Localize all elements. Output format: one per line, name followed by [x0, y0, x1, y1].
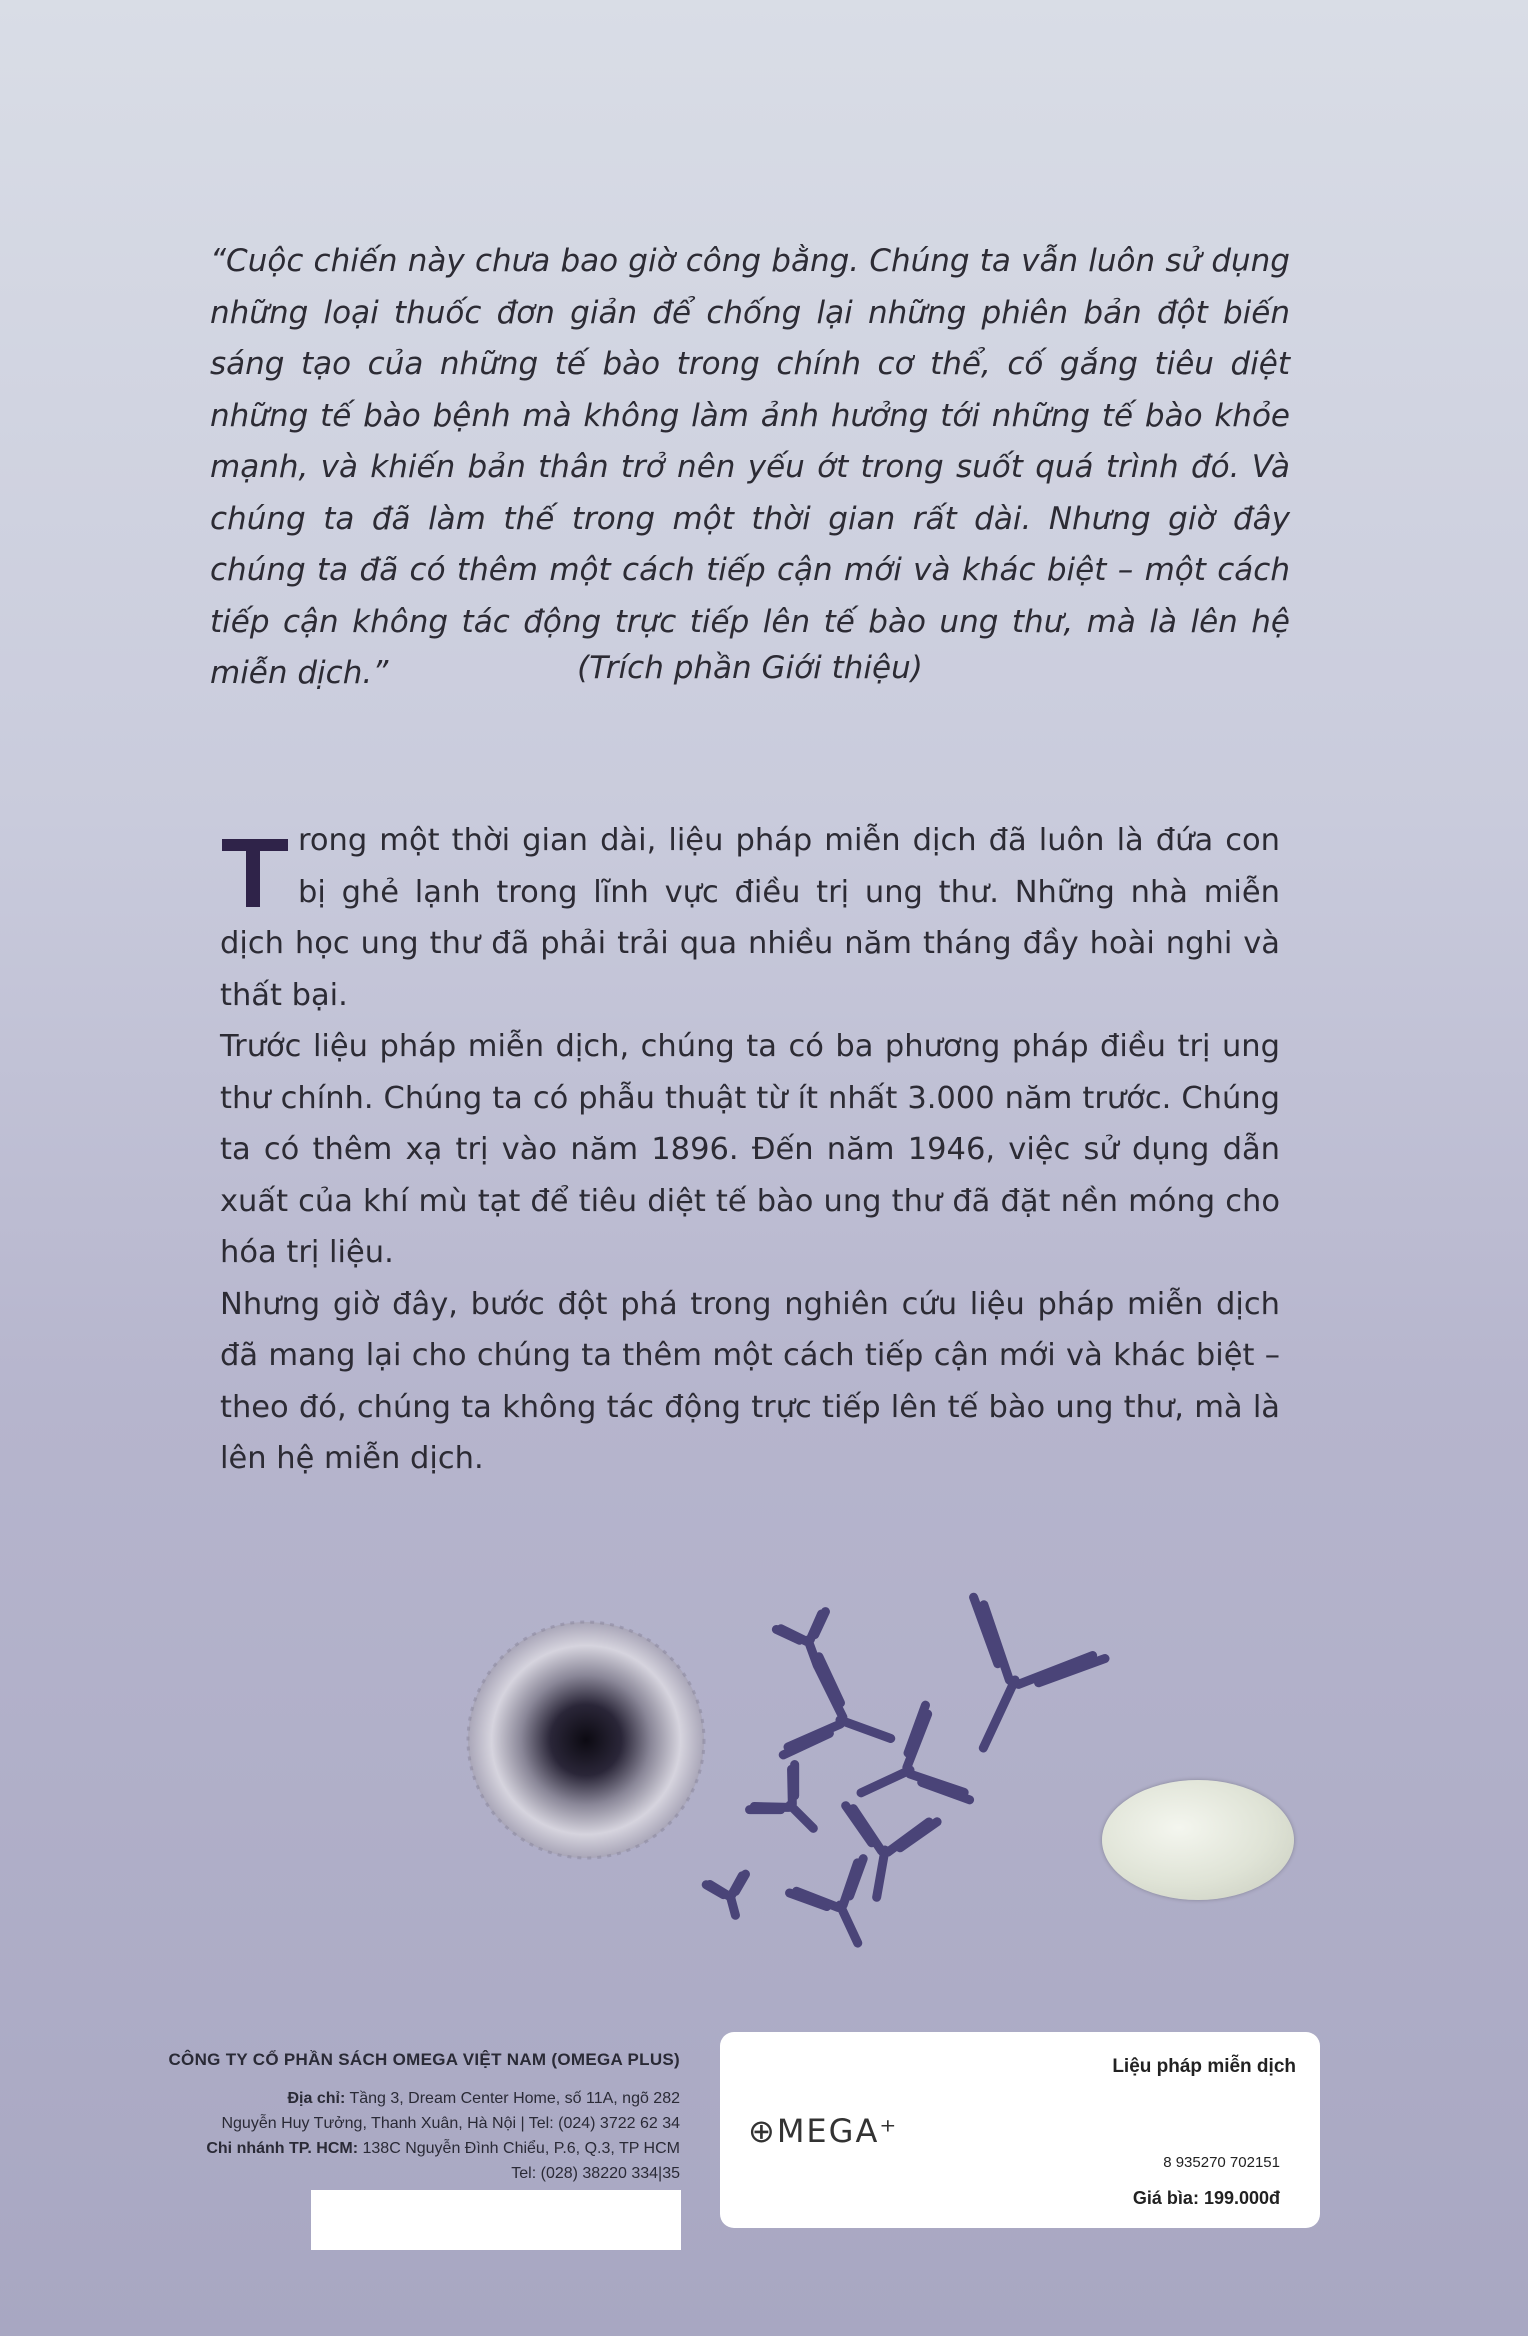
blurb-paragraph-3: Nhưng giờ đây, bước đột phá trong nghiên cứu liệu pháp miễn dịch đã mang lại cho chúng ta thêm một cách tiếp cận mới và khác biệt – theo đó, chúng ta không tác động trực tiếp lên tế bào ung thư, mà là lên hệ miễn dịch. [220, 1286, 1280, 1476]
immune-cell-illustration [450, 1570, 1130, 1980]
blurb [220, 815, 1280, 1485]
blurb-paragraph-2: Trước liệu pháp miễn dịch, chúng ta có ba phương pháp điều trị ung thư chính. Chúng ta có phẫu thuật từ ít nhất 3.000 năm trước. Chúng ta có thêm xạ trị vào năm 1896. Đến năm 1946, việc sử dụng dẫn xuất của khí mù tạt để tiêu diệt tế bào ung thư đã đặt nền móng cho hóa trị liệu. [220, 1029, 1280, 1270]
cancer-cell [468, 1622, 704, 1858]
omega-logo: ⊕MEGA⁺ [748, 2112, 899, 2150]
publisher-branch-tel: Tel: (028) 38220 334|35 [511, 2165, 680, 2182]
publisher-name: CÔNG TY CỔ PHẦN SÁCH OMEGA VIỆT NAM (OMEGA PLUS) [168, 2050, 680, 2069]
blank-label-area [311, 2190, 681, 2250]
publisher-address: Địa chỉ: Tầng 3, Dream Center Home, số 11A, ngõ 282 [287, 2090, 680, 2107]
antibody-icon [706, 1874, 755, 1920]
antibody-icon [750, 1765, 836, 1851]
quote-source: (Trích phần Giới thiệu) [577, 650, 923, 686]
cover-price: Giá bìa: 199.000đ [1132, 2188, 1280, 2208]
blurb-paragraph-1: rong một thời gian dài, liệu pháp miễn dịch đã luôn là đứa con bị ghẻ lạnh trong lĩnh vực điều trị ung thư. Những nhà miễn dịch học ung thư đã phải trải qua nhiều năm tháng đầy hoài nghi và thất bại. [220, 823, 1280, 1013]
book-title: Liệu pháp miễn dịch [1112, 2056, 1296, 2077]
publisher-branch: Chi nhánh TP. HCM: 138C Nguyễn Đình Chiểu, P.6, Q.3, TP HCM [206, 2140, 680, 2157]
isbn-number: 8 935270 702151 [1163, 2154, 1280, 2171]
price-card [720, 2032, 1320, 2228]
antibody-icon [776, 1612, 841, 1675]
publisher-info [160, 2050, 680, 2186]
antibody-icon [918, 1597, 1105, 1778]
dropcap-t [218, 823, 288, 907]
back-cover-quote: “Cuộc chiến này chưa bao giờ công bằng. Chúng ta vẫn luôn sử dụng những loại thuốc đơn giản để chống lại những phiên bản đột biến sáng tạo của những tế bào trong chính cơ thể, cố gắng tiêu diệt những tế bào bệnh mà không làm ảnh hưởng tới những tế bào khỏe mạnh, và khiến bản thân trở nên yếu ớt trong suốt quá trình đó. Và chúng ta đã làm thế trong một thời gian rất dài. Nhưng giờ đây chúng ta đã có thêm một cách tiếp cận mới và khác biệt – một cách tiếp cận không tác động trực tiếp lên tế bào ung thư, mà là lên hệ miễn dịch.” [210, 243, 1290, 691]
hologram-seal [1102, 1780, 1294, 1900]
antibody-icon [783, 1657, 908, 1788]
publisher-address-2: Nguyễn Huy Tưởng, Thanh Xuân, Hà Nội | Tel: (024) 3722 62 34 [221, 2115, 680, 2132]
